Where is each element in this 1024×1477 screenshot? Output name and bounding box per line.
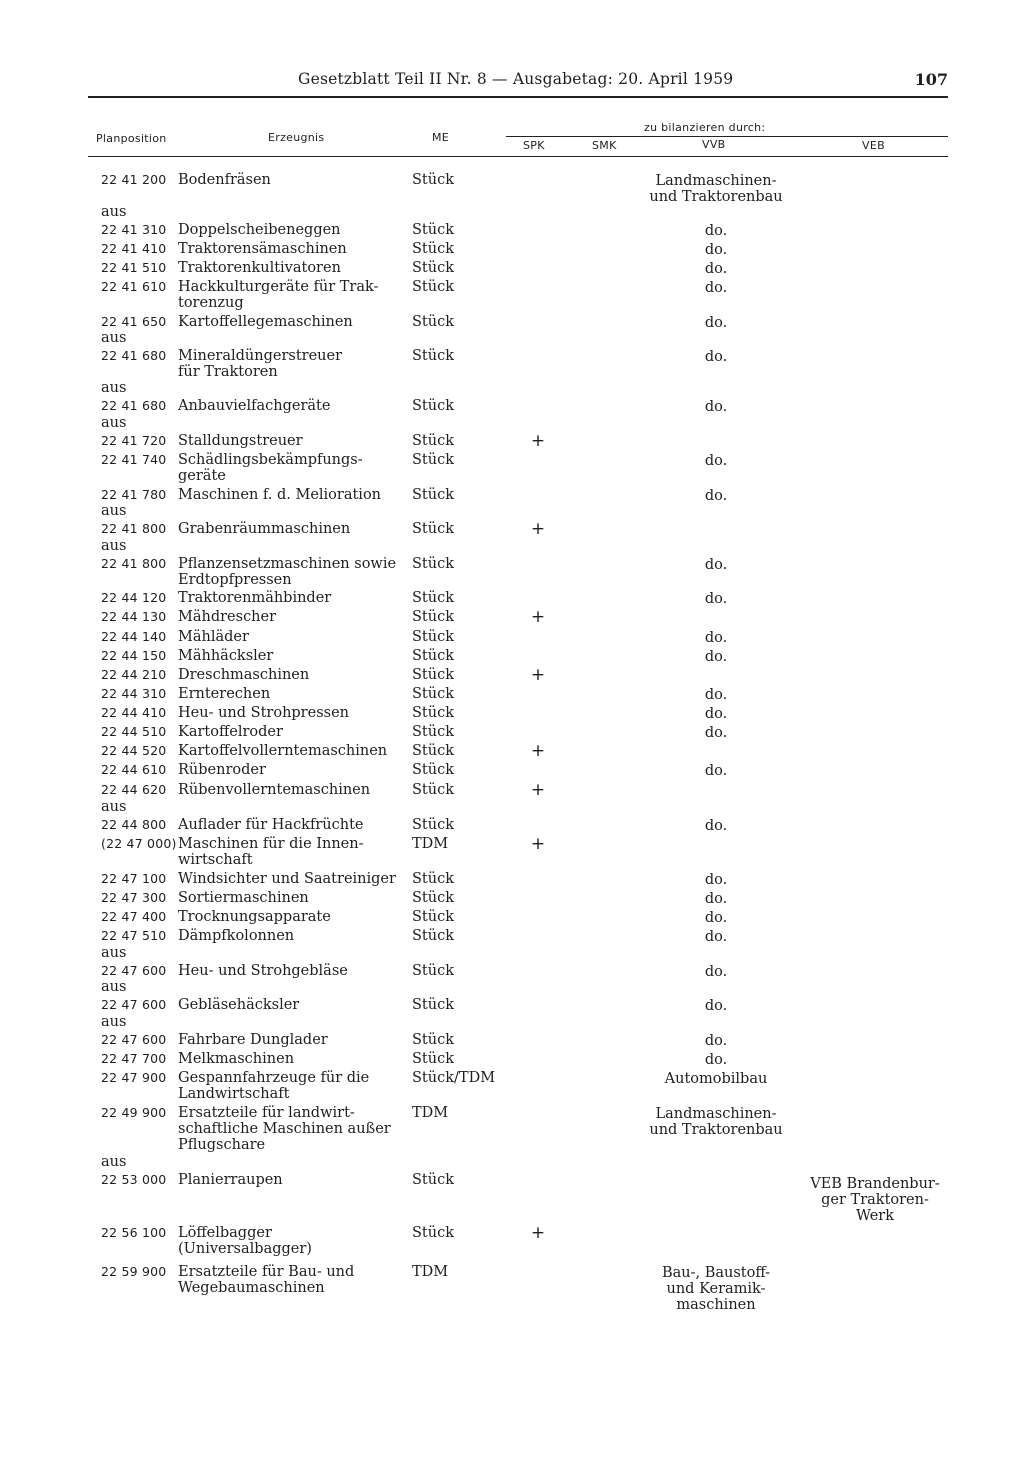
vvb-cell: Landmaschinen- und Traktorenbau — [649, 173, 783, 205]
planposition-cell: 22 49 900 — [101, 1105, 167, 1120]
spk-mark: + — [530, 665, 546, 685]
me-cell: Stück — [412, 260, 455, 276]
aus-label: aus — [101, 979, 127, 995]
spk-mark: + — [530, 741, 546, 761]
planposition-cell: 22 41 740 — [101, 452, 167, 467]
erzeugnis-cell: Pflanzensetzmaschinen sowie Erdtopfpressen — [178, 556, 397, 588]
planposition-cell: 22 47 400 — [101, 909, 167, 924]
erzeugnis-cell: Heu- und Strohpressen — [178, 705, 349, 721]
vvb-cell: do. — [704, 998, 728, 1014]
erzeugnis-cell: Doppelscheibeneggen — [178, 222, 341, 238]
col-smk: SMK — [592, 139, 617, 152]
col-bilanzieren: zu bilanzieren durch: — [644, 121, 766, 134]
aus-label: aus — [101, 415, 127, 431]
me-cell: Stück — [412, 590, 455, 606]
vvb-cell: do. — [704, 706, 728, 722]
erzeugnis-cell: Kartoffelroder — [178, 724, 283, 740]
planposition-cell: 22 41 610 — [101, 279, 167, 294]
me-cell: Stück — [412, 629, 455, 645]
planposition-cell: 22 47 600 — [101, 1032, 167, 1047]
me-cell: Stück — [412, 963, 455, 979]
me-cell: Stück — [412, 172, 455, 188]
erzeugnis-cell: Rübenroder — [178, 762, 266, 778]
planposition-cell: 22 41 310 — [101, 222, 167, 237]
me-cell: Stück — [412, 222, 455, 238]
planposition-cell: 22 41 680 — [101, 348, 167, 363]
me-cell: Stück — [412, 762, 455, 778]
aus-label: aus — [101, 1154, 127, 1170]
planposition-cell: 22 47 510 — [101, 928, 167, 943]
vvb-cell: Landmaschinen- und Traktorenbau — [649, 1106, 783, 1138]
col-veb: VEB — [862, 139, 885, 152]
planposition-cell: 22 56 100 — [101, 1225, 167, 1240]
erzeugnis-cell: Hackkulturgeräte für Trak- torenzug — [178, 279, 379, 311]
me-cell: Stück — [412, 1225, 455, 1241]
planposition-cell: 22 41 720 — [101, 433, 167, 448]
me-cell: Stück — [412, 348, 455, 364]
aus-label: aus — [101, 330, 127, 346]
planposition-cell: 22 41 780 — [101, 487, 167, 502]
veb-cell: VEB Brandenbur- ger Traktoren- Werk — [810, 1176, 940, 1224]
vvb-cell: do. — [704, 280, 728, 296]
subheader-rule — [506, 136, 948, 137]
page-number: 107 — [914, 70, 948, 89]
header-rule — [88, 96, 948, 98]
erzeugnis-cell: Dämpfkolonnen — [178, 928, 295, 944]
planposition-cell: 22 44 510 — [101, 724, 167, 739]
spk-mark: + — [530, 780, 546, 800]
col-spk: SPK — [523, 139, 545, 152]
erzeugnis-cell: Ersatzteile für Bau- und Wegebaumaschinen — [178, 1264, 355, 1296]
vvb-cell: do. — [704, 488, 728, 504]
erzeugnis-cell: Gespannfahrzeuge für die Landwirtschaft — [178, 1070, 370, 1102]
vvb-cell: do. — [704, 242, 728, 258]
page-header — [88, 70, 948, 96]
col-planposition: Planposition — [96, 132, 167, 145]
col-vvb: VVB — [702, 138, 726, 151]
planposition-cell: 22 44 150 — [101, 648, 167, 663]
planposition-cell: 22 41 800 — [101, 521, 167, 536]
planposition-cell: 22 41 800 — [101, 556, 167, 571]
me-cell: Stück — [412, 817, 455, 833]
me-cell: Stück — [412, 705, 455, 721]
me-cell: Stück — [412, 433, 455, 449]
me-cell: Stück — [412, 1172, 455, 1188]
erzeugnis-cell: Planierraupen — [178, 1172, 283, 1188]
aus-label: aus — [101, 204, 127, 220]
col-erzeugnis: Erzeugnis — [268, 131, 325, 144]
me-cell: Stück — [412, 909, 455, 925]
vvb-cell: do. — [704, 261, 728, 277]
erzeugnis-cell: Fahrbare Dunglader — [178, 1032, 328, 1048]
erzeugnis-cell: Maschinen f. d. Melioration — [178, 487, 382, 503]
me-cell: Stück — [412, 398, 455, 414]
spk-mark: + — [530, 607, 546, 627]
erzeugnis-cell: Schädlingsbekämpfungs- geräte — [178, 452, 363, 484]
planposition-cell: 22 44 610 — [101, 762, 167, 777]
erzeugnis-cell: Traktorenkultivatoren — [178, 260, 341, 276]
me-cell: TDM — [412, 836, 449, 852]
me-cell: Stück — [412, 743, 455, 759]
planposition-cell: 22 44 130 — [101, 609, 167, 624]
erzeugnis-cell: Kartoffellegemaschinen — [178, 314, 353, 330]
vvb-cell: do. — [704, 891, 728, 907]
vvb-cell: do. — [704, 557, 728, 573]
me-cell: Stück — [412, 279, 455, 295]
vvb-cell: do. — [704, 315, 728, 331]
erzeugnis-cell: Mähdrescher — [178, 609, 277, 625]
aus-label: aus — [101, 799, 127, 815]
me-cell: Stück — [412, 871, 455, 887]
table-header-rule — [88, 156, 948, 157]
spk-mark: + — [530, 519, 546, 539]
erzeugnis-cell: Stalldungstreuer — [178, 433, 303, 449]
erzeugnis-cell: Melkmaschinen — [178, 1051, 295, 1067]
erzeugnis-cell: Bodenfräsen — [178, 172, 271, 188]
aus-label: aus — [101, 945, 127, 961]
vvb-cell: do. — [704, 725, 728, 741]
vvb-cell: do. — [704, 223, 728, 239]
me-cell: Stück — [412, 487, 455, 503]
planposition-cell: 22 47 300 — [101, 890, 167, 905]
planposition-cell: 22 41 680 — [101, 398, 167, 413]
aus-label: aus — [101, 503, 127, 519]
planposition-cell: 22 41 200 — [101, 172, 167, 187]
vvb-cell: Automobilbau — [664, 1071, 768, 1087]
vvb-cell: do. — [704, 763, 728, 779]
me-cell: Stück — [412, 1032, 455, 1048]
me-cell: Stück — [412, 667, 455, 683]
me-cell: Stück — [412, 1051, 455, 1067]
vvb-cell: do. — [704, 687, 728, 703]
vvb-cell: do. — [704, 1052, 728, 1068]
erzeugnis-cell: Mineraldüngerstreuer für Traktoren — [178, 348, 343, 380]
planposition-cell: 22 41 410 — [101, 241, 167, 256]
planposition-cell: 22 44 410 — [101, 705, 167, 720]
erzeugnis-cell: Gebläsehäcksler — [178, 997, 300, 1013]
erzeugnis-cell: Kartoffelvollerntemaschinen — [178, 743, 388, 759]
erzeugnis-cell: Löffelbagger (Universalbagger) — [178, 1225, 312, 1257]
me-cell: TDM — [412, 1264, 449, 1280]
planposition-cell: 22 47 900 — [101, 1070, 167, 1085]
me-cell: Stück — [412, 928, 455, 944]
planposition-cell: 22 47 600 — [101, 997, 167, 1012]
vvb-cell: do. — [704, 630, 728, 646]
erzeugnis-cell: Dreschmaschinen — [178, 667, 310, 683]
planposition-cell: 22 44 800 — [101, 817, 167, 832]
planposition-cell: 22 44 210 — [101, 667, 167, 682]
me-cell: Stück — [412, 241, 455, 257]
planposition-cell: 22 44 520 — [101, 743, 167, 758]
erzeugnis-cell: Windsichter und Saatreiniger — [178, 871, 396, 887]
vvb-cell: do. — [704, 453, 728, 469]
erzeugnis-cell: Heu- und Strohgebläse — [178, 963, 348, 979]
me-cell: TDM — [412, 1105, 449, 1121]
spk-mark: + — [530, 1223, 546, 1243]
planposition-cell: 22 41 650 — [101, 314, 167, 329]
spk-mark: + — [530, 431, 546, 451]
erzeugnis-cell: Traktorensämaschinen — [178, 241, 347, 257]
erzeugnis-cell: Grabenräummaschinen — [178, 521, 351, 537]
page-title: Gesetzblatt Teil II Nr. 8 — Ausgabetag: 20. April 1959 — [298, 70, 734, 88]
planposition-cell: 22 47 600 — [101, 963, 167, 978]
planposition-cell: (22 47 000) — [101, 836, 177, 851]
vvb-cell: do. — [704, 399, 728, 415]
vvb-cell: do. — [704, 649, 728, 665]
me-cell: Stück — [412, 556, 455, 572]
planposition-cell: 22 44 620 — [101, 782, 167, 797]
me-cell: Stück — [412, 609, 455, 625]
me-cell: Stück — [412, 890, 455, 906]
me-cell: Stück — [412, 521, 455, 537]
me-cell: Stück — [412, 452, 455, 468]
col-me: ME — [432, 131, 450, 144]
aus-label: aus — [101, 538, 127, 554]
aus-label: aus — [101, 1014, 127, 1030]
planposition-cell: 22 44 140 — [101, 629, 167, 644]
erzeugnis-cell: Mähläder — [178, 629, 249, 645]
erzeugnis-cell: Anbauvielfachgeräte — [178, 398, 331, 414]
planposition-cell: 22 41 510 — [101, 260, 167, 275]
vvb-cell: do. — [704, 591, 728, 607]
erzeugnis-cell: Sortiermaschinen — [178, 890, 309, 906]
spk-mark: + — [530, 834, 546, 854]
planposition-cell: 22 44 310 — [101, 686, 167, 701]
me-cell: Stück — [412, 724, 455, 740]
vvb-cell: do. — [704, 1033, 728, 1049]
planposition-cell: 22 47 700 — [101, 1051, 167, 1066]
planposition-cell: 22 44 120 — [101, 590, 167, 605]
vvb-cell: do. — [704, 818, 728, 834]
erzeugnis-cell: Rübenvollerntemaschinen — [178, 782, 371, 798]
vvb-cell: Bau-, Baustoff- und Keramik- maschinen — [661, 1265, 771, 1313]
erzeugnis-cell: Auflader für Hackfrüchte — [178, 817, 364, 833]
vvb-cell: do. — [704, 872, 728, 888]
me-cell: Stück — [412, 782, 455, 798]
planposition-cell: 22 59 900 — [101, 1264, 167, 1279]
erzeugnis-cell: Mähhäcksler — [178, 648, 274, 664]
erzeugnis-cell: Traktorenmähbinder — [178, 590, 332, 606]
vvb-cell: do. — [704, 929, 728, 945]
vvb-cell: do. — [704, 349, 728, 365]
erzeugnis-cell: Maschinen für die Innen- wirtschaft — [178, 836, 364, 868]
me-cell: Stück — [412, 648, 455, 664]
vvb-cell: do. — [704, 910, 728, 926]
me-cell: Stück — [412, 314, 455, 330]
erzeugnis-cell: Trocknungsapparate — [178, 909, 331, 925]
aus-label: aus — [101, 380, 127, 396]
vvb-cell: do. — [704, 964, 728, 980]
planposition-cell: 22 53 000 — [101, 1172, 167, 1187]
planposition-cell: 22 47 100 — [101, 871, 167, 886]
me-cell: Stück/TDM — [412, 1070, 496, 1086]
me-cell: Stück — [412, 686, 455, 702]
me-cell: Stück — [412, 997, 455, 1013]
erzeugnis-cell: Ernterechen — [178, 686, 271, 702]
erzeugnis-cell: Ersatzteile für landwirt- schaftliche Maschinen außer Pflugschare — [178, 1105, 391, 1153]
